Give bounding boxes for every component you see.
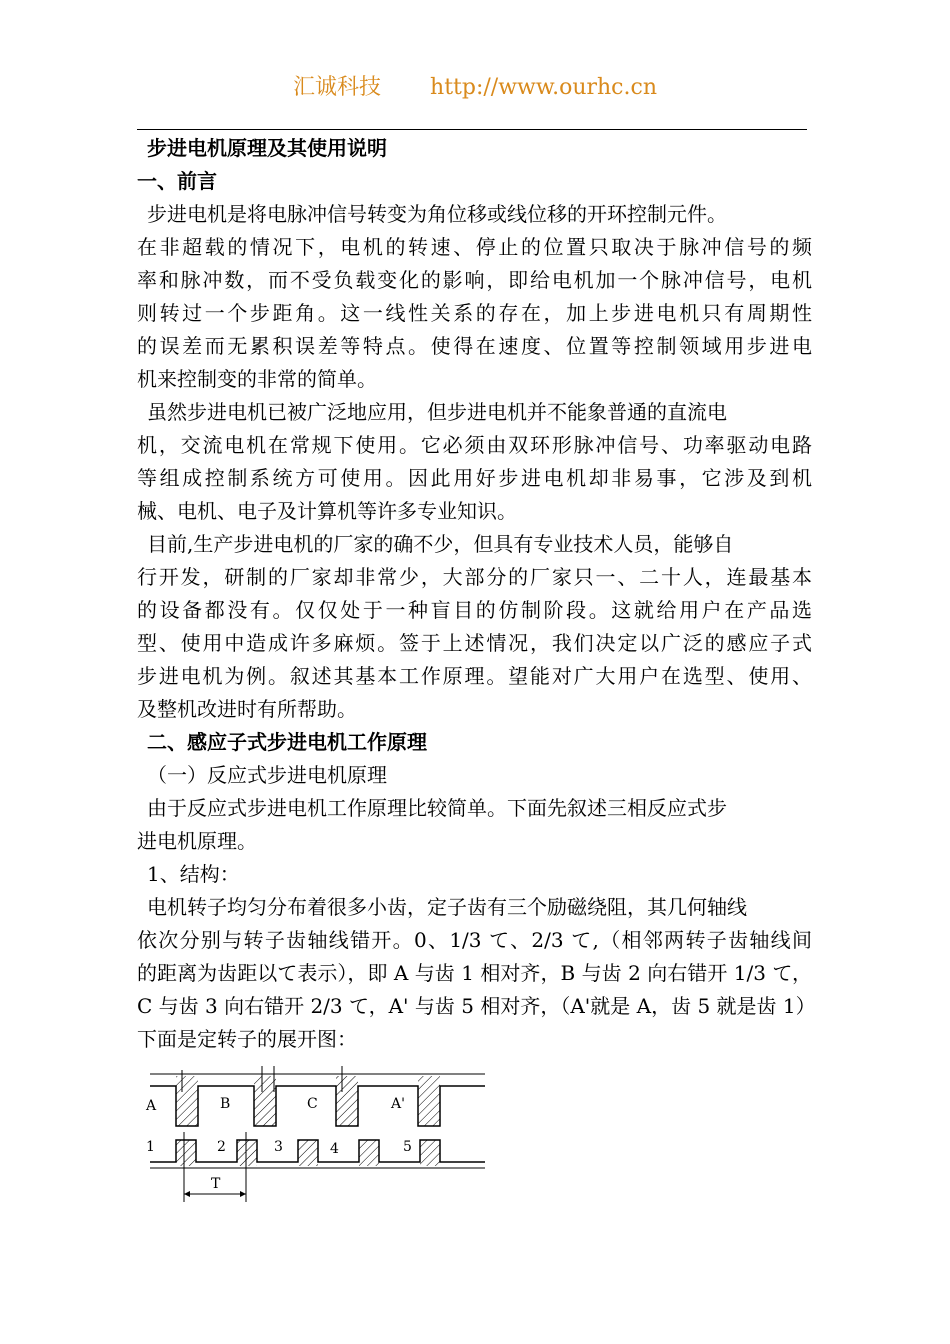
stator-label: C	[307, 1096, 318, 1112]
rotor-label: 4	[330, 1141, 339, 1157]
para1-line: 步进电机是将电脉冲信号转变为角位移或线位移的开环控制元件。	[147, 202, 727, 226]
rotor-label: 1	[146, 1139, 155, 1155]
para1-line: 在非超载的情况下，电机的转速、停止的位置只取决于脉冲信号的频	[137, 235, 812, 259]
para3-line: 型、使用中造成许多麻烦。签于上述情况，我们决定以广泛的感应子式	[137, 631, 812, 655]
para1-line: 则转过一个步距角。这一线性关系的存在，加上步进电机只有周期性	[137, 301, 812, 325]
para2-line: 等组成控制系统方可使用。因此用好步进电机却非易事，它涉及到机	[137, 466, 812, 490]
stator-label: A	[146, 1098, 157, 1114]
para3-line: 的设备都没有。仅仅处于一种盲目的仿制阶段。这就给用户在产品选	[137, 598, 812, 622]
section1-heading: 一、前言	[137, 169, 217, 193]
para5-line: 电机转子均匀分布着很多小齿，定子齿有三个励磁绕阻，其几何轴线	[147, 895, 747, 919]
rotor-profile	[150, 1132, 485, 1202]
para4-line: 进电机原理。	[137, 829, 257, 853]
rotor-label: 3	[274, 1139, 283, 1155]
page-header	[0, 70, 950, 101]
para5-line: 下面是定转子的展开图：	[137, 1027, 357, 1051]
para1-line: 的误差而无累积误差等特点。使得在速度、位置等控制领域用步进电	[137, 334, 812, 358]
para3-line: 及整机改进时有所帮助。	[137, 697, 357, 721]
para2-line: 械、电机、电子及计算机等许多专业知识。	[137, 499, 517, 523]
document-body	[137, 132, 816, 1056]
header-rule	[137, 129, 807, 130]
para2-line: 虽然步进电机已被广泛地应用，但步进电机并不能象普通的直流电	[147, 400, 727, 424]
para5-line: 依次分别与转子齿轴线错开。0、1/3 て、2/3 て,（相邻两转子齿轴线间	[137, 928, 812, 952]
para5-line: 的距离为齿距以て表示），即 A 与齿 1 相对齐，B 与齿 2 向右错开 1/3 て，	[137, 961, 812, 985]
stator-label: A'	[391, 1096, 405, 1112]
item-heading: 1、结构：	[147, 862, 240, 886]
pitch-label: T	[211, 1176, 221, 1192]
para3-line: 行开发，研制的厂家却非常少，大部分的厂家只一、二十人，连最基本	[137, 565, 812, 589]
subsection-heading: （一）反应式步进电机原理	[147, 763, 387, 787]
para4-line: 由于反应式步进电机工作原理比较简单。下面先叙述三相反应式步	[147, 796, 727, 820]
stator-label: B	[220, 1096, 231, 1112]
rotor-label: 5	[403, 1139, 412, 1155]
para5-line: C 与齿 3 向右错开 2/3 て，A' 与齿 5 相对齐，（A'就是 A，齿 5 就是齿 1）	[137, 994, 816, 1018]
para3-line: 目前,生产步进电机的厂家的确不少，但具有专业技术人员，能够自	[147, 532, 734, 556]
company-name: 汇诚科技	[293, 75, 382, 100]
section2-heading: 二、感应子式步进电机工作原理	[147, 730, 427, 754]
rotor-label: 2	[217, 1139, 226, 1155]
para1-line: 率和脉冲数，而不受负载变化的影响，即给电机加一个脉冲信号，电机	[137, 268, 812, 292]
stator-rotor-diagram	[140, 1062, 500, 1212]
document-title: 步进电机原理及其使用说明	[147, 136, 387, 160]
para2-line: 机，交流电机在常规下使用。它必须由双环形脉冲信号、功率驱动电路	[137, 433, 812, 457]
para3-line: 步进电机为例。叙述其基本工作原理。望能对广大用户在选型、使用、	[137, 664, 812, 688]
para1-line: 机来控制变的非常的简单。	[137, 367, 377, 391]
company-url: http://www.ourhc.cn	[430, 75, 657, 100]
